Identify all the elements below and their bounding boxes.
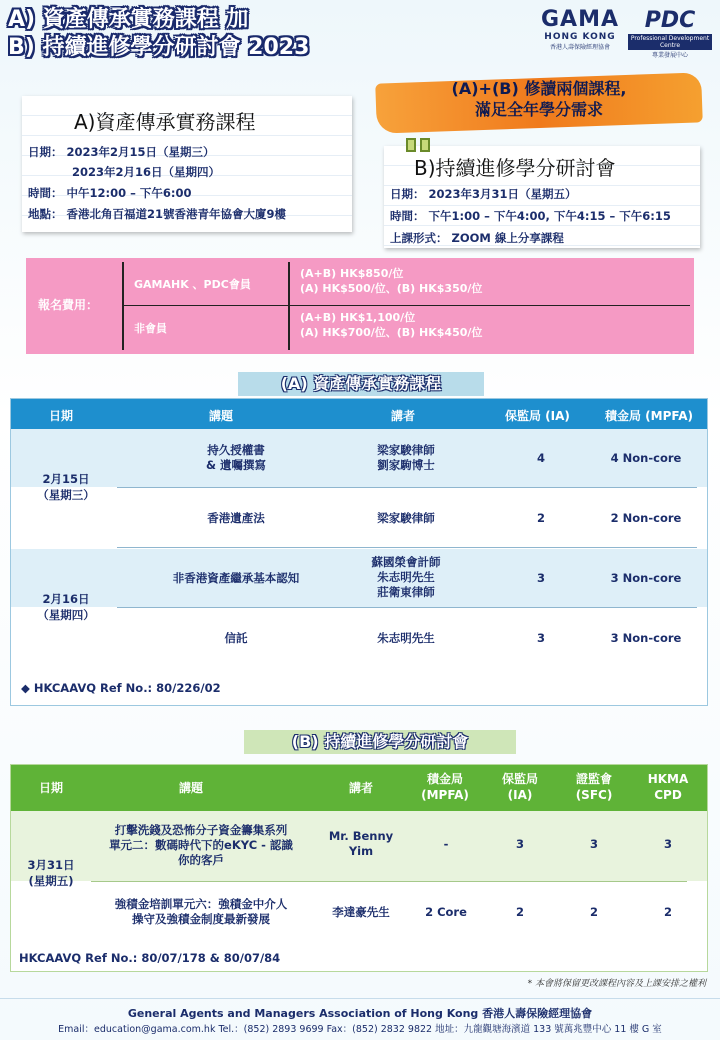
ia-cell: 3	[536, 571, 545, 585]
table-b-header-cell: 講者	[348, 781, 373, 795]
mpfa-cell: 3 Non-core	[610, 631, 682, 645]
pdc-logo-band: Professional Development Centre	[628, 34, 712, 50]
fee-member-label: GAMAHK 、PDC會員	[134, 278, 251, 291]
footer	[0, 998, 720, 1040]
speaker-cell: 李達豪先生	[332, 905, 390, 919]
topic-cell: 持久授權書 & 遺囑撰寫	[205, 443, 267, 472]
speaker-cell: Mr. Benny Yim	[328, 829, 394, 858]
table-b-header-cell: HKMA CPD	[647, 772, 689, 802]
table-a-header-cell: 保監局 (IA)	[505, 409, 570, 423]
table-a-header-cell: 日期	[49, 409, 74, 423]
ia-cell: 4	[536, 451, 545, 465]
speaker-cell: 蘇國榮會計師 朱志明先生 莊衛東律師	[371, 555, 441, 599]
section-b-header: (B) 持續進修學分研討會	[244, 730, 516, 754]
ia-cell: 2	[515, 905, 524, 919]
row-divider	[91, 881, 687, 882]
fee-row-divider	[124, 305, 690, 306]
course-a-time: 中午12:00 – 下午6:00	[66, 186, 192, 200]
pdc-logo	[628, 8, 712, 59]
gama-logo-tiny: 香港人壽保險經理協會	[549, 44, 610, 51]
section-a-table	[10, 398, 708, 706]
fee-nonmember-label: 非會員	[134, 322, 167, 335]
date-cell: 2月15日 （星期三）	[37, 472, 95, 502]
course-b-card	[384, 146, 700, 248]
course-a-date-2: 2023年2月16日（星期四）	[72, 165, 221, 179]
speaker-cell: 梁家駿律師	[377, 511, 435, 525]
course-a-venue: 香港北角百福道21號香港青年協會大廈9樓	[66, 207, 287, 221]
topic-cell: 非香港資產繼承基本認知	[172, 571, 300, 585]
fee-divider	[122, 262, 124, 350]
page-title	[8, 6, 408, 62]
gama-logo	[540, 8, 620, 54]
course-b-format-row	[390, 230, 564, 246]
course-b-time-row	[390, 208, 671, 224]
course-a-date-label: 日期：	[28, 145, 63, 159]
table-b-header-row	[11, 765, 707, 811]
course-b-date: 2023年3月31日（星期五）	[428, 187, 577, 201]
topic-cell: 信託	[224, 631, 248, 645]
speaker-cell: 朱志明先生	[377, 631, 435, 645]
date-cell: 3月31日 (星期五)	[27, 858, 75, 888]
fee-nonmember-price-2: (A) HK$700/位、(B) HK$450/位	[300, 326, 483, 339]
table-a-header-cell: 積金局 (MPFA)	[605, 409, 693, 423]
course-b-date-label: 日期：	[390, 187, 425, 201]
topic-cell: 香港遺產法	[207, 511, 265, 525]
promo-line-1: (A)+(B) 修讀兩個課程,	[451, 79, 627, 98]
promo-banner	[376, 74, 702, 130]
table-b-header-cell: 積金局 (MPFA)	[421, 772, 469, 802]
footer-org: General Agents and Managers Association of Hong Kong 香港人壽保險經理協會	[127, 1007, 593, 1020]
table-a-header-cell: 講者	[391, 409, 416, 423]
fee-nonmember-prices	[300, 310, 482, 340]
topic-cell: 打擊洗錢及恐怖分子資金籌集系列 單元二：數碼時代下的eKYC - 認識 你的客戶	[109, 823, 293, 867]
pdc-logo-tiny: 專業發展中心	[651, 52, 688, 59]
gama-logo-sub: HONG KONG	[544, 32, 616, 42]
course-a-date-row	[28, 144, 215, 160]
paper-clip-icon	[406, 138, 416, 152]
title-line-1: A) 資產傳承實務課程 加	[8, 7, 249, 32]
fee-member-prices	[300, 266, 482, 296]
disclaimer-note: * 本會將保留更改課程內容及上課安排之權利	[527, 979, 706, 989]
sfc-cell: 2	[589, 905, 598, 919]
topic-cell: 強積金培訓單元六：強積金中介人 操守及強積金制度最新發展	[114, 897, 288, 926]
section-b-ref: HKCAAVQ Ref No.: 80/07/178 & 80/07/84	[19, 951, 281, 965]
hkma-cell: 2	[663, 905, 672, 919]
fee-nonmember-price-1: (A+B) HK$1,100/位	[300, 311, 416, 324]
table-b-header-cell: 保監局 (IA)	[501, 772, 538, 802]
row-divider	[117, 487, 697, 488]
course-b-time-label: 時間：	[390, 209, 425, 223]
mpfa-cell: 4 Non-core	[610, 451, 682, 465]
course-a-card	[22, 96, 352, 232]
section-b-table	[10, 764, 708, 972]
course-b-date-row	[390, 186, 577, 202]
ia-cell: 3	[536, 631, 545, 645]
section-a-header: (A) 資產傳承實務課程	[238, 372, 484, 396]
course-a-time-label: 時間：	[28, 186, 63, 200]
fee-panel	[26, 258, 694, 354]
course-b-time: 下午1:00 – 下午4:00, 下午4:15 – 下午6:15	[428, 209, 671, 223]
promo-text	[376, 78, 702, 120]
fee-member-price-2: (A) HK$500/位、(B) HK$350/位	[300, 282, 483, 295]
course-a-date-1: 2023年2月15日（星期三）	[66, 145, 215, 159]
course-a-title: A)資產傳承實務課程	[74, 110, 256, 134]
pdc-logo-mark: PDC	[644, 8, 696, 33]
course-a-venue-row	[28, 206, 286, 222]
speaker-cell: 梁家駿律師 劉家駒博士	[377, 443, 435, 472]
table-a-header-cell: 講題	[209, 409, 234, 423]
course-a-venue-label: 地點：	[28, 207, 63, 221]
table-b-header-cell: 日期	[38, 781, 63, 795]
fee-label: 報名費用：	[38, 298, 99, 312]
row-divider	[117, 547, 697, 548]
row-divider	[117, 607, 697, 608]
fee-member-price-1: (A+B) HK$850/位	[300, 267, 404, 280]
promo-line-2: 滿足全年學分需求	[474, 100, 603, 119]
course-b-format-label: 上課形式：	[390, 231, 448, 245]
ia-cell: 2	[536, 511, 545, 525]
footer-contact: Email：education@gama.com.hk Tel.：(852) 2893 9699 Fax：(852) 2832 9822 地址：九龍觀塘海濱道 133 號萬兆豐中心 11 樓 G 室	[58, 1024, 662, 1035]
mpfa-cell: 2 Core	[425, 905, 467, 919]
mpfa-cell: 3 Non-core	[610, 571, 682, 585]
table-b-header-cell: 講題	[178, 781, 203, 795]
paper-clip-icon	[420, 138, 430, 152]
table-b-header-cell: 證監會 (SFC)	[575, 772, 613, 802]
date-cell: 2月16日 （星期四）	[37, 592, 95, 622]
mpfa-cell: -	[443, 837, 449, 851]
course-b-format: ZOOM 線上分享課程	[451, 231, 564, 245]
sfc-cell: 3	[589, 837, 598, 851]
title-line-2: B) 持續進修學分研討會 2023	[8, 35, 310, 60]
gama-logo-mark: GAMA	[540, 7, 619, 32]
fee-divider	[288, 262, 290, 350]
hkma-cell: 3	[663, 837, 672, 851]
mpfa-cell: 2 Non-core	[610, 511, 682, 525]
section-a-ref: ◆ HKCAAVQ Ref No.: 80/226/02	[21, 681, 221, 695]
course-a-time-row	[28, 185, 191, 201]
ia-cell: 3	[515, 837, 524, 851]
course-b-title: B)持續進修學分研討會	[414, 156, 616, 180]
table-a-header-row	[11, 399, 707, 429]
